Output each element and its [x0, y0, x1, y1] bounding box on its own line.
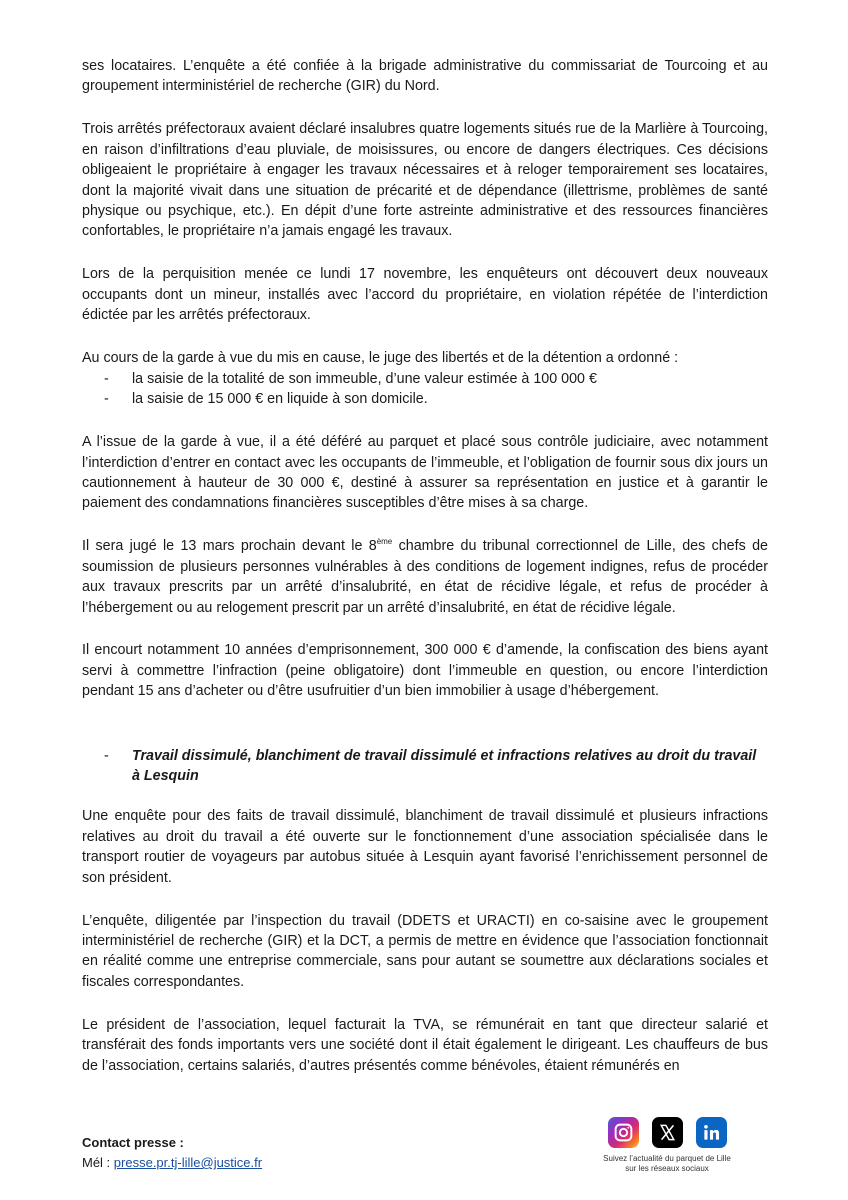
jugement-text-start: Il sera jugé le 13 mars prochain devant le 8 [82, 538, 377, 555]
press-contact [82, 1133, 262, 1173]
paragraph-president: Le président de l’association, lequel facturait la TVA, se rémunérait en tant que directeur salarié et transférait des fonds importants vers une société dont il était également le dirigeant. Les chauffeurs de bus de l’association, certains salariés, d’autres présentés comme bénévoles, étaient rémunérés en [82, 1016, 768, 1074]
list-item: - la saisie de la totalité de son immeuble, d’une valeur estimée à 100 000 € [82, 369, 768, 389]
document-body [82, 56, 768, 1098]
section-heading-text: Travail dissimulé, blanchiment de travail dissimulé et infractions relatives au droit du travail à Lesquin [132, 747, 757, 785]
paragraph-garde-a-vue: Au cours de la garde à vue du mis en cause, le juge des libertés et de la détention a ordonné : [82, 349, 679, 366]
list-item: - la saisie de 15 000 € en liquide à son domicile. [82, 389, 768, 409]
instagram-icon[interactable] [608, 1117, 639, 1148]
mail-label: Mél : [82, 1155, 114, 1170]
paragraph-perquisition: Lors de la perquisition menée ce lundi 17 novembre, les enquêteurs ont découvert deux nouveaux occupants dont un mineur, installés avec l’accord du propriétaire, en violation répétée de l’interdiction édictée par les arrêtés préfectoraux. [82, 266, 768, 324]
ordinal-superscript: ème [376, 537, 393, 547]
social-caption-line-1: Suivez l’actualité du parquet de Lille [603, 1154, 731, 1163]
x-icon[interactable] [652, 1117, 683, 1148]
social-block [592, 1117, 742, 1174]
seizure-list [82, 369, 768, 410]
paragraph-intro: ses locataires. L’enquête a été confiée à la brigade administrative du commissariat de Tourcoing et au groupement interministériel de recherche (GIR) du Nord. [82, 58, 768, 95]
section-dash: - [104, 747, 109, 764]
linkedin-icon[interactable] [696, 1117, 727, 1148]
mail-link[interactable]: presse.pr.tj-lille@justice.fr [113, 1155, 263, 1170]
social-caption-line-2: sur les réseaux sociaux [625, 1164, 709, 1173]
social-caption [592, 1154, 742, 1174]
paragraph-jugement [82, 536, 768, 618]
jugement-text-end: chambre du tribunal correctionnel de Lille, des chefs de soumission de plusieurs personnes vulnérables à des conditions de logement indignes, refus de procéder aux travaux prescrits par un arrêté d’insalubrité, en état de récidive légale, et refus de procéder à l’hébergement ou au relogement prescrit par un arrêté d’insalubrité, en état de récidive légale. [82, 538, 768, 616]
contact-label: Contact presse : [82, 1135, 184, 1150]
paragraph-enquete-association: Une enquête pour des faits de travail dissimulé, blanchiment de travail dissimulé et plusieurs infractions relatives au droit du travail a été ouverte sur le fonctionnement d’une association spécialisée dans le transport routier de voyageurs par autobus située à Lesquin ayant favorisé l’enrichissement personnel de son président. [82, 808, 768, 886]
paragraph-peines: Il encourt notamment 10 années d’emprisonnement, 300 000 € d’amende, la confiscation des biens ayant servi à commettre l’infraction (peine obligatoire) dont l’immeuble en question, ou encore l’interdiction pendant 15 ans d’acheter ou d’être usufruitier d’un bien immobilier à usage d’hébergement. [82, 642, 768, 700]
mail-line [82, 1153, 262, 1173]
paragraph-controle-judiciaire: A l’issue de la garde à vue, il a été déféré au parquet et placé sous contrôle judiciaire, avec notamment l’interdiction d’entrer en contact avec les occupants de l’immeuble, et l’obligation de fournir sous dix jours un cautionnement à hauteur de 30 000 €, destiné à assurer sa représentation en justice et à garantir le paiement des condamnations financières susceptibles d’être mises à sa charge. [82, 434, 768, 512]
section-heading-lesquin [82, 746, 768, 787]
paragraph-arretes: Trois arrêtés préfectoraux avaient déclaré insalubres quatre logements situés rue de la Marlière à Tourcoing, en raison d’infiltrations d’eau pluviale, de moisissures, ou encore de dangers électriques. Ces décisions obligeaient le propriétaire à engager les travaux nécessaires et à reloger temporairement ses locataires, dont la majorité vivait dans une situation de précarité et de dépendance (illettrisme, problèmes de santé physique ou psychique, etc.). En dépit d’une forte astreinte administrative et des ressources financières confortables, le propriétaire n’a jamais engagé les travaux. [82, 121, 768, 240]
paragraph-inspection-travail: L’enquête, diligentée par l’inspection du travail (DDETS et URACTI) en co-saisine avec le groupement interministériel de recherche (GIR) et la DCT, a permis de mettre en évidence que l’association fonctionnait en réalité comme une entreprise commerciale, sans pour autant se soumettre aux déclarations sociales et fiscales correspondantes. [82, 912, 768, 990]
social-icons [592, 1117, 742, 1148]
